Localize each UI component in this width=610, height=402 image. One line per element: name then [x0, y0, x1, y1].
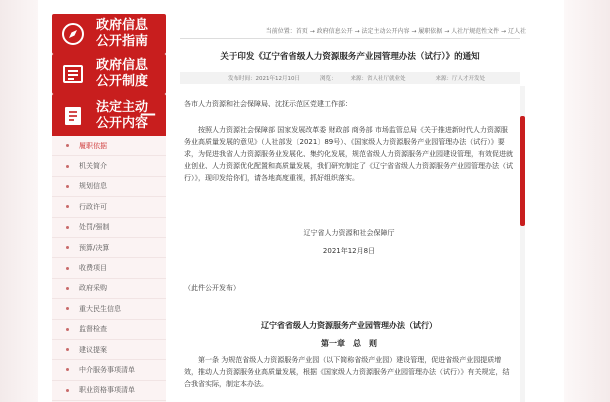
sign-date: 2021年12月8日 [322, 247, 376, 255]
sidebar-item-label: 规划信息 [79, 182, 107, 191]
bullet-icon [66, 348, 69, 351]
book-icon [58, 101, 88, 131]
sidebar-item-label: 机关简介 [79, 162, 107, 171]
sidebar-item-label: 履职依据 [79, 141, 107, 150]
sidebar-header-rules[interactable] [52, 54, 166, 94]
sidebar-item-label: 建议提案 [79, 345, 107, 354]
greeting-text: 各市人力资源和社会保障局、沈抚示范区党建工作部： [184, 100, 352, 108]
chapter-heading: 第一章 总 则 [321, 339, 377, 348]
bullet-icon [66, 246, 69, 249]
sidebar-header-line2: 公开制度 [96, 74, 149, 89]
sidebar-item-label: 重大民生信息 [79, 304, 121, 313]
scrollbar-thumb[interactable] [520, 116, 525, 226]
sidebar-item-label: 收费项目 [79, 264, 107, 273]
left-background [0, 0, 38, 402]
publish-note: （此件公开发布） [184, 284, 240, 292]
sidebar-item-label: 职业资格事项清单 [79, 386, 135, 395]
sidebar-item-label: 政府采购 [79, 284, 107, 293]
sidebar-item-duty-basis[interactable] [52, 136, 166, 156]
bullet-icon [66, 144, 69, 147]
sidebar-item-qualification[interactable] [52, 381, 166, 401]
sidebar-header-line1: 法定主动 [96, 100, 149, 115]
sidebar-item-planning[interactable] [52, 177, 166, 197]
sidebar-header-line2: 公开指南 [96, 34, 149, 49]
bullet-icon [66, 287, 69, 290]
bullet-icon [66, 328, 69, 331]
document-list-icon [58, 59, 88, 89]
sidebar-header-line1: 政府信息 [96, 58, 149, 73]
bullet-icon [66, 165, 69, 168]
sidebar-item-label: 中介服务事项清单 [79, 365, 135, 374]
bullet-icon [66, 267, 69, 270]
sidebar-item-label: 预算/决算 [79, 243, 110, 252]
breadcrumb[interactable]: 当前位置：首页 → 政府信息公开 → 法定主动公开内容 → 履职依据 → 人社厅规范性文件 → 辽人社 [265, 28, 526, 35]
meta-publisher: 来源：厅人才开发处 [435, 76, 486, 82]
bullet-icon [66, 307, 69, 310]
sidebar-item-fees[interactable] [52, 258, 166, 278]
sidebar-menu [52, 136, 166, 402]
sidebar-item-label: 监督检查 [79, 325, 107, 334]
signature: 辽宁省人力资源和社会保障厅 [303, 229, 395, 237]
sidebar-item-agency-intro[interactable] [52, 156, 166, 176]
bullet-icon [66, 389, 69, 392]
document-title: 辽宁省省级人力资源服务产业园管理办法（试行） [261, 321, 437, 330]
sidebar-item-intermediary[interactable] [52, 360, 166, 380]
compass-icon [58, 19, 88, 49]
sidebar-item-label: 行政许可 [79, 202, 107, 211]
page-title: 关于印发《辽宁省省级人力资源服务产业园管理办法（试行）》的通知 [220, 52, 480, 62]
sidebar-item-licensing[interactable] [52, 197, 166, 217]
sidebar-item-budget[interactable] [52, 238, 166, 258]
meta-source: 来源：省人社厅就业处 [350, 76, 406, 82]
bullet-icon [66, 368, 69, 371]
meta-views: 浏览： [320, 76, 337, 82]
bullet-icon [66, 185, 69, 188]
bullet-icon [66, 205, 69, 208]
sidebar-item-supervision[interactable] [52, 320, 166, 340]
sidebar-item-livelihood[interactable] [52, 299, 166, 319]
sidebar-item-procurement[interactable] [52, 279, 166, 299]
right-background [564, 0, 610, 402]
body-paragraph: 按照人力资源社会保障部 国家发展改革委 财政部 商务部 市场监管总局《关于推进新时代人力资源服务业高质量发展的意见》（人社部发〔2021〕89号）、《国家级人力资源服务产业园管理办法（试行）》要求，为促进我省人力资源服务业发展化、集约化发展，规范省级人力资源服务产业园建设管理，有效促进就业创业、人力资源优化配置和高质量发展，我们研究制定了《辽宁省省级人力资源服务产业园管理办法（试行）》，现印发给你们，请各地高度重视，抓好组织落实。 [184, 126, 513, 182]
sidebar-item-proposals[interactable] [52, 340, 166, 360]
meta-date: 发布时间：2021年12月10日 [228, 76, 300, 82]
sidebar-item-label: 处罚/强制 [79, 223, 110, 232]
sidebar-header-content[interactable] [52, 94, 166, 138]
bullet-icon [66, 226, 69, 229]
divider [180, 38, 520, 39]
collapse-toggle[interactable]: — [140, 104, 156, 123]
sidebar-header-guide[interactable] [52, 14, 166, 54]
article-meta [180, 72, 520, 84]
sidebar-item-penalty[interactable] [52, 218, 166, 238]
sidebar-header-line1: 政府信息 [96, 18, 149, 33]
sidebar-header-line2: 公开内容 [96, 116, 149, 131]
article-one: 第一条 为规范省级人力资源服务产业园（以下简称省级产业园）建设管理，促进省级产业园提质增效，推动人力资源服务业高质量发展，根据《国家级人力资源服务产业园管理办法（试行）》有关规定，结合我省实际，制定本办法。 [184, 356, 510, 388]
